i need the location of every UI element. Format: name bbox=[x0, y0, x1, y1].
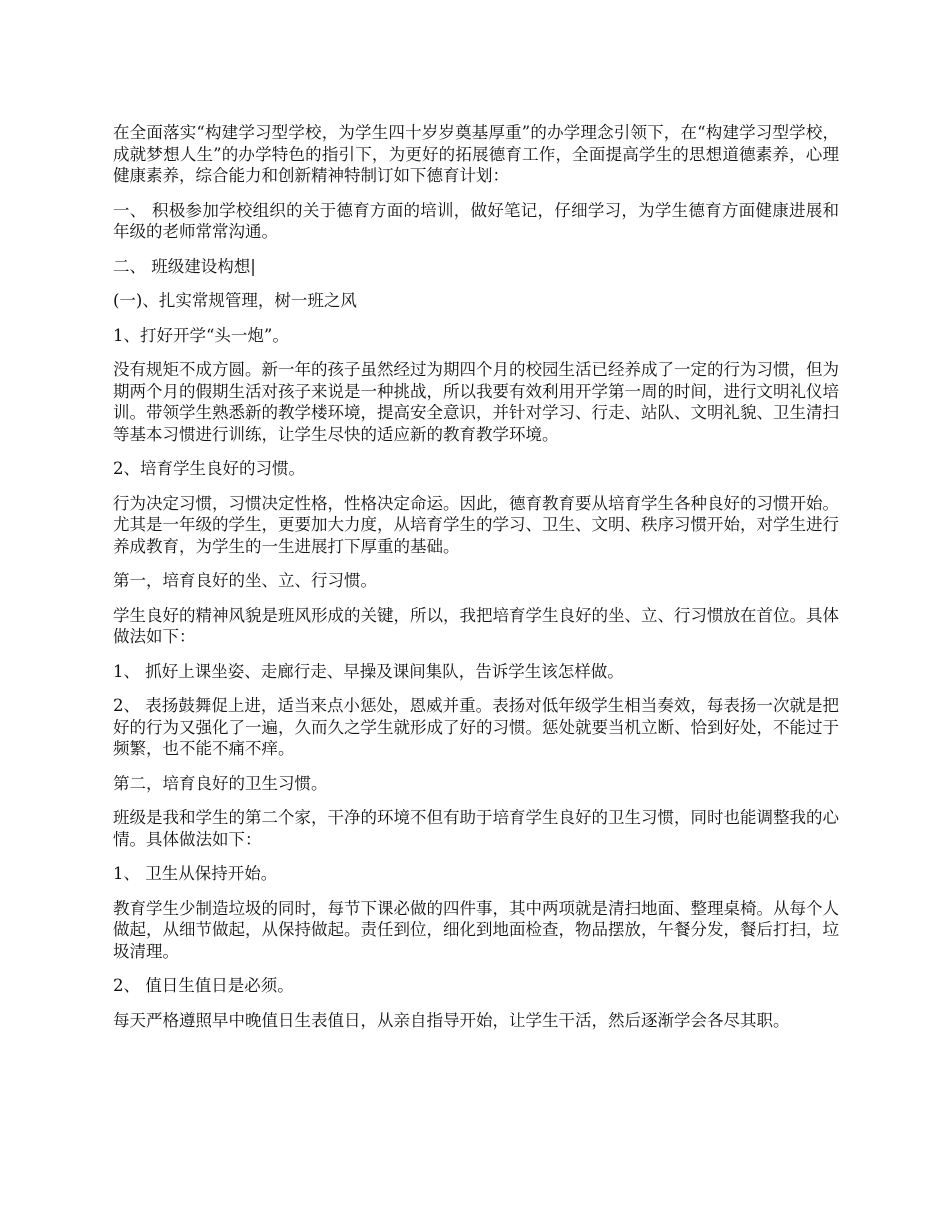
item-2-heading: 2、培育学生良好的习惯。 bbox=[113, 459, 305, 478]
document-body bbox=[113, 122, 839, 1044]
item-2-body: 行为决定习惯，习惯决定性格，性格决定命运。因此，德育教育要从培育学生各种良好的习惯开始。尤其是一年级的学生，更要加大力度，从培育学生的学习、卫生、文明、秩序习惯开始，对学生进行养成教育，为学生的一生进展打下厚重的基础。 bbox=[113, 493, 839, 556]
intro-paragraph: 在全面落实“构建学习型学校，为学生四十岁岁奠基厚重”的办学理念引领下，在“构建学习型学校，成就梦想人生”的办学特色的指引下，为更好的拓展德育工作，全面提高学生的思想道德素养，心理健康素养，综合能力和创新精神特制订如下德育计划： bbox=[113, 123, 839, 185]
section-two-heading: 二、 班级建设构想| bbox=[113, 256, 256, 276]
first-point-heading: 第一，培育良好的坐、立、行习惯。 bbox=[113, 571, 377, 590]
subsection-one-heading: (一)、扎实常规管理，树一班之风 bbox=[113, 291, 357, 310]
second-point-step-2: 2、 值日生值日是必须。 bbox=[113, 976, 294, 995]
second-point-step-1: 1、 卫生从保持开始。 bbox=[113, 864, 278, 883]
second-point-step-1-body: 教育学生少制造垃圾的同时，每节下课必做的四件事，其中两项就是清扫地面、整理桌椅。从每个人做起，从细节做起，从保持做起。责任到位，细化到地面检查，物品摆放，午餐分发，餐后打扫，垃圾清理。 bbox=[113, 898, 839, 961]
first-point-step-2: 2、 表扬鼓舞促上进，适当来点小惩处，恩威并重。表扬对低年级学生相当奏效，每表扬一次就是把好的行为又强化了一遍，久而久之学生就形成了好的习惯。惩处就要当机立断、恰到好处，不能过于频繁，也不能不痛不痒。 bbox=[113, 696, 839, 758]
first-point-body: 学生良好的精神风貌是班风形成的关键，所以，我把培育学生良好的坐、立、行习惯放在首位。具体做法如下： bbox=[113, 605, 839, 646]
second-point-body: 班级是我和学生的第二个家，干净的环境不但有助于培育学生良好的卫生习惯，同时也能调整我的心情。具体做法如下： bbox=[113, 808, 839, 849]
second-point-step-2-body: 每天严格遵照早中晚值日生表值日，从亲自指导开始，让学生干活，然后逐渐学会各尽其职。 bbox=[113, 1010, 790, 1030]
item-1-body: 没有规矩不成方圆。新一年的孩子虽然经过为期四个月的校园生活已经养成了一定的行为习惯，但为期两个月的假期生活对孩子来说是一种挑战，所以我要有效利用开学第一周的时间，进行文明礼仪培训。带领学生熟悉新的教学楼环境，提高安全意识，并针对学习、行走、站队、文明礼貌、卫生清扫等基本习惯进行训练，让学生尽快的适应新的教育教学环境。 bbox=[113, 360, 839, 444]
first-point-step-1: 1、 抓好上课坐姿、走廊行走、早操及课间集队，告诉学生该怎样做。 bbox=[113, 661, 624, 681]
section-one-paragraph: 一、 积极参加学校组织的关于德育方面的培训，做好笔记，仔细学习，为学生德育方面健康进展和年级的老师常常沟通。 bbox=[113, 200, 839, 241]
second-point-heading: 第二，培育良好的卫生习惯。 bbox=[113, 773, 328, 793]
item-1-heading: 1、打好开学“头一炮”。 bbox=[113, 325, 289, 345]
